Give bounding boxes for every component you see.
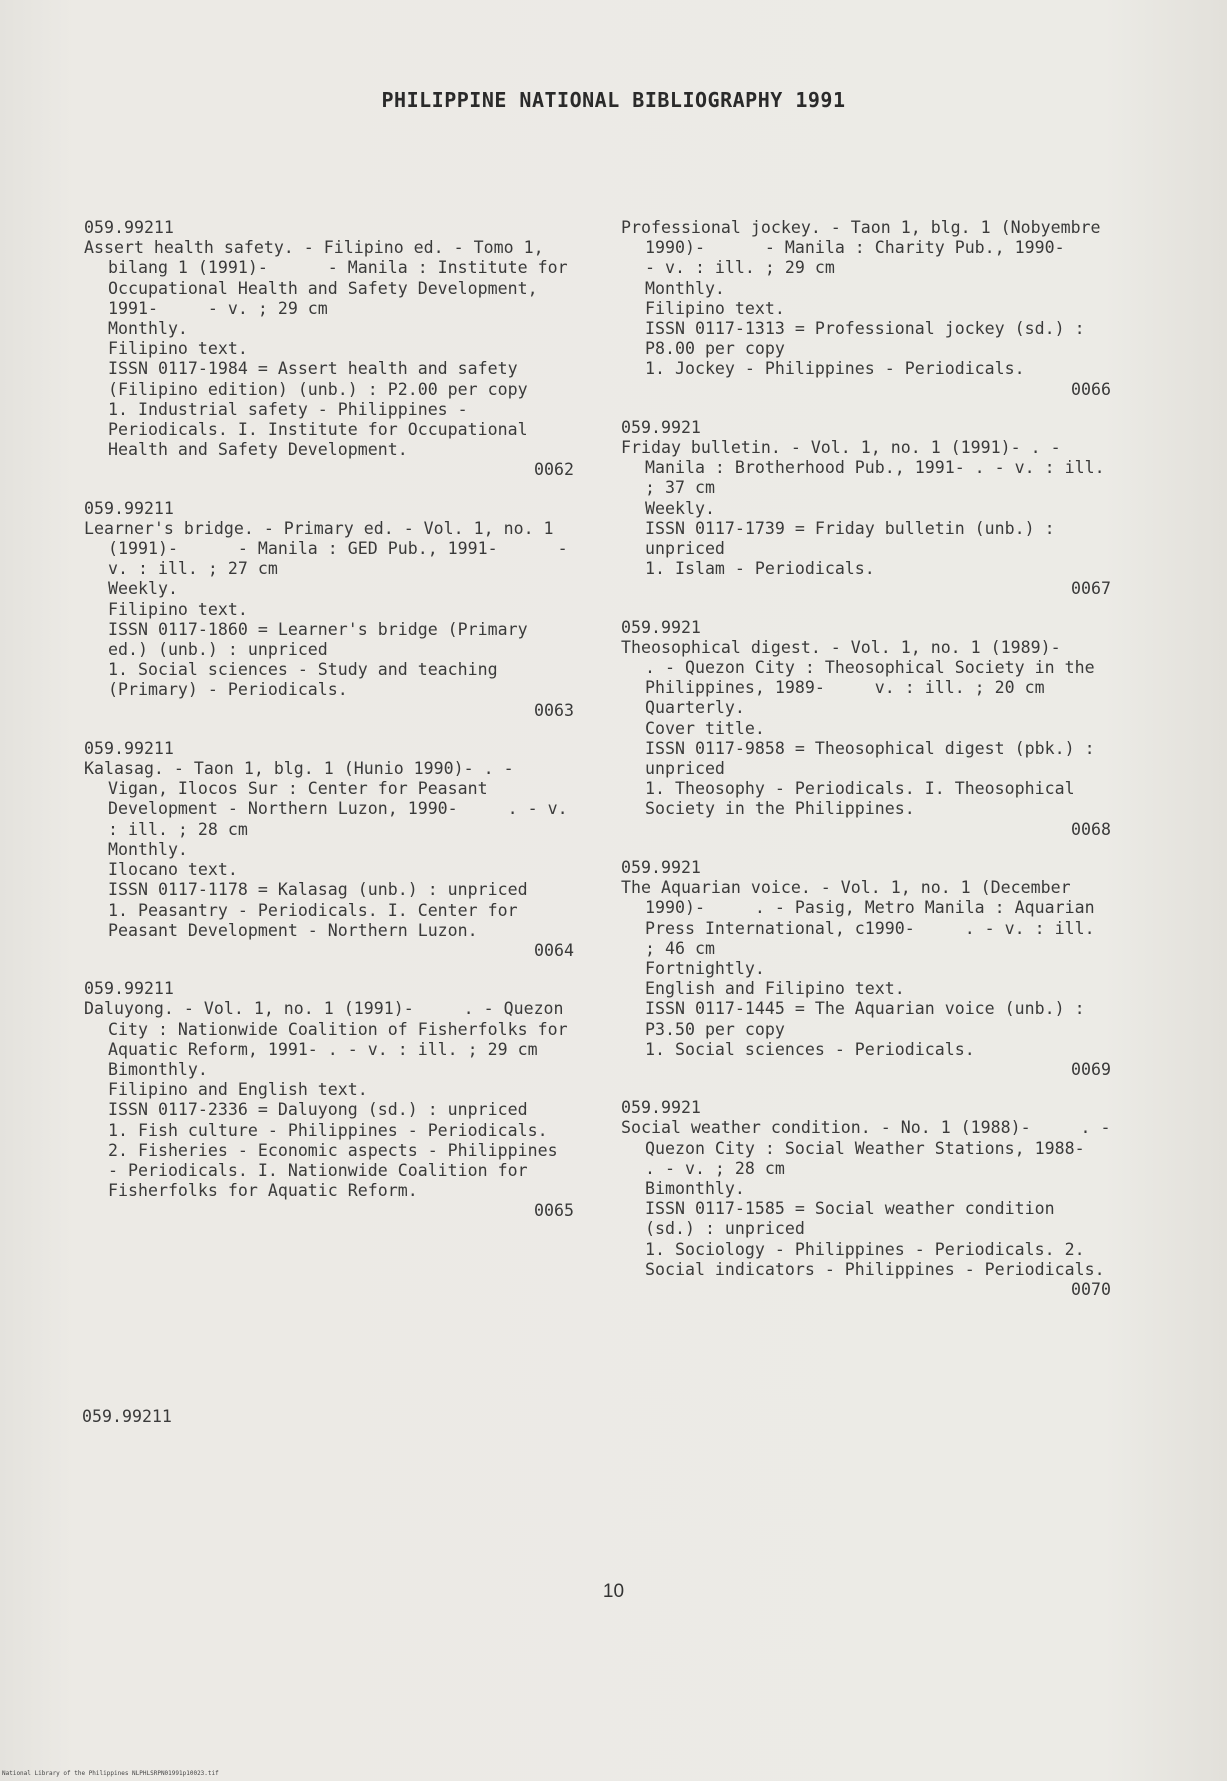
classification-number: 059.9921: [621, 1098, 701, 1118]
classification-number: 059.99211: [84, 218, 174, 237]
entry-note: Weekly.: [645, 498, 715, 518]
left-column: [84, 218, 578, 1240]
entry-note: Fortnightly.: [645, 958, 765, 978]
entry-number: 0063: [534, 700, 574, 720]
entry-note: Ilocano text.: [108, 860, 238, 880]
classification-number: 059.99211: [84, 738, 174, 758]
classification-number: 059.99211: [84, 979, 174, 999]
entry-number: 0062: [534, 460, 574, 480]
entry-note: Filipino text.: [108, 339, 248, 359]
entry-number: 0065: [534, 1201, 574, 1221]
classification-number: 059.9921: [621, 857, 701, 877]
classification-number: 059.99211: [84, 498, 174, 518]
continued-classification: 059.99211: [82, 1407, 172, 1426]
entry-note: Quarterly.: [645, 698, 745, 718]
bibliography-entry: [621, 417, 1115, 600]
entry-note: 1. Islam - Periodicals.: [645, 559, 875, 579]
bibliography-entry: [84, 498, 578, 721]
entry-note: 1. Social sciences - Study and teaching (Primary) - Periodicals.: [108, 660, 498, 700]
classification-number: 059.9921: [621, 617, 701, 637]
entry-title: Learner's bridge. - Primary ed. - Vol. 1, no. 1 (1991)- - Manila : GED Pub., 1991- - v. : ill. ; 27 cm: [84, 518, 578, 579]
entry-note: 1. Peasantry - Periodicals. I. Center for Peasant Development - Northern Luzon.: [108, 900, 518, 940]
entry-note: Cover title.: [645, 718, 765, 738]
right-column: [621, 218, 1145, 1318]
entry-note: Filipino and English text.: [108, 1080, 368, 1100]
entry-number: 0067: [1071, 579, 1111, 599]
entry-title: Daluyong. - Vol. 1, no. 1 (1991)- . - Quezon City : Nationwide Coalition of Fisherfolks for Aquatic Reform, 1991- . - v. : ill. ; 29 cm: [84, 999, 578, 1059]
page-number: 10: [602, 1581, 625, 1602]
entry-note: ISSN 0117-1313 = Professional jockey (sd.) : P8.00 per copy: [645, 319, 1085, 359]
entry-note: English and Filipino text.: [645, 979, 905, 999]
entry-note: 1. Social sciences - Periodicals.: [645, 1039, 975, 1059]
entry-note: ISSN 0117-1178 = Kalasag (unb.) : unpriced: [108, 880, 528, 900]
entry-title: Kalasag. - Taon 1, blg. 1 (Hunio 1990)- . - Vigan, Ilocos Sur : Center for Peasant Development - Northern Luzon, 1990- . - v. : ill. ; 28 cm: [84, 759, 578, 839]
bibliography-entry: [621, 618, 1111, 840]
bibliography-entry: [84, 979, 578, 1221]
entry-note: 1. Industrial safety - Philippines - Periodicals. I. Institute for Occupational Health and Safety Development.: [108, 399, 528, 460]
bibliography-entry: [621, 858, 1111, 1080]
bibliography-entry: [84, 738, 578, 961]
entry-title: Friday bulletin. - Vol. 1, no. 1 (1991)- . - Manila : Brotherhood Pub., 1991- . - v. : ill. ; 37 cm: [621, 438, 1115, 498]
scan-footer: National Library of the Philippines NLPHLSRPN01991p10023.tif: [2, 1770, 219, 1777]
entry-note: Monthly.: [108, 319, 188, 339]
entry-title: Social weather condition. - No. 1 (1988)- . - Quezon City : Social Weather Stations, 1988- . - v. ; 28 cm: [621, 1118, 1145, 1178]
entry-note: Monthly.: [645, 278, 725, 298]
entry-number: 0069: [1071, 1059, 1111, 1079]
entry-number: 0064: [534, 940, 574, 960]
entry-note: Bimonthly.: [645, 1178, 745, 1198]
entry-number: 0068: [1071, 819, 1111, 839]
entry-note: Bimonthly.: [108, 1059, 208, 1079]
entry-note: Monthly.: [108, 839, 188, 859]
entry-note: 1. Fish culture - Philippines - Periodicals. 2. Fisheries - Economic aspects - Philippines - Periodicals. I. Nationwide Coalition for Fisherfolks for Aquatic Reform.: [108, 1120, 558, 1201]
entry-title: Professional jockey. - Taon 1, blg. 1 (Nobyembre 1990)- - Manila : Charity Pub., 1990- - v. : ill. ; 29 cm: [621, 218, 1145, 278]
page-header: PHILIPPINE NATIONAL BIBLIOGRAPHY 1991: [381, 88, 846, 112]
entry-note: Filipino text.: [108, 599, 248, 619]
entry-number: 0066: [1071, 379, 1111, 399]
entry-note: ISSN 0117-1739 = Friday bulletin (unb.) : unpriced: [645, 518, 1055, 559]
entry-note: ISSN 0117-9858 = Theosophical digest (pbk.) : unpriced: [645, 738, 1095, 779]
entry-note: Weekly.: [108, 579, 178, 599]
entry-note: Filipino text.: [645, 298, 785, 318]
bibliography-entry: [84, 218, 578, 481]
bibliography-entry: [621, 218, 1145, 400]
entry-number: 0070: [1071, 1279, 1111, 1299]
entry-title: Theosophical digest. - Vol. 1, no. 1 (1989)- . - Quezon City : Theosophical Society in the Philippines, 1989- v. : ill. ; 20 cm: [621, 637, 1111, 698]
entry-note: ISSN 0117-2336 = Daluyong (sd.) : unpriced: [108, 1100, 528, 1120]
entry-title: The Aquarian voice. - Vol. 1, no. 1 (December 1990)- . - Pasig, Metro Manila : Aquarian Press International, c1990- . - v. : ill. ; 46 cm: [621, 878, 1105, 958]
entry-note: ISSN 0117-1585 = Social weather condition (sd.) : unpriced: [645, 1199, 1055, 1239]
entry-note: 1. Jockey - Philippines - Periodicals.: [645, 359, 1025, 379]
entry-note: 1. Sociology - Philippines - Periodicals. 2. Social indicators - Philippines - Periodicals.: [645, 1239, 1105, 1279]
classification-number: 059.9921: [621, 417, 701, 437]
entry-note: ISSN 0117-1445 = The Aquarian voice (unb.) : P3.50 per copy: [645, 999, 1085, 1039]
entry-title: Assert health safety. - Filipino ed. - Tomo 1, bilang 1 (1991)- - Manila : Institute for Occupational Health and Safety Development, 1991- - v. ; 29 cm: [84, 238, 578, 318]
entry-note: 1. Theosophy - Periodicals. I. Theosophical Society in the Philippines.: [645, 779, 1075, 819]
entry-note: ISSN 0117-1984 = Assert health and safety (Filipino edition) (unb.) : P2.00 per copy: [108, 359, 528, 399]
entry-note: ISSN 0117-1860 = Learner's bridge (Primary ed.) (unb.) : unpriced: [108, 619, 528, 660]
bibliography-entry: [621, 1098, 1145, 1300]
